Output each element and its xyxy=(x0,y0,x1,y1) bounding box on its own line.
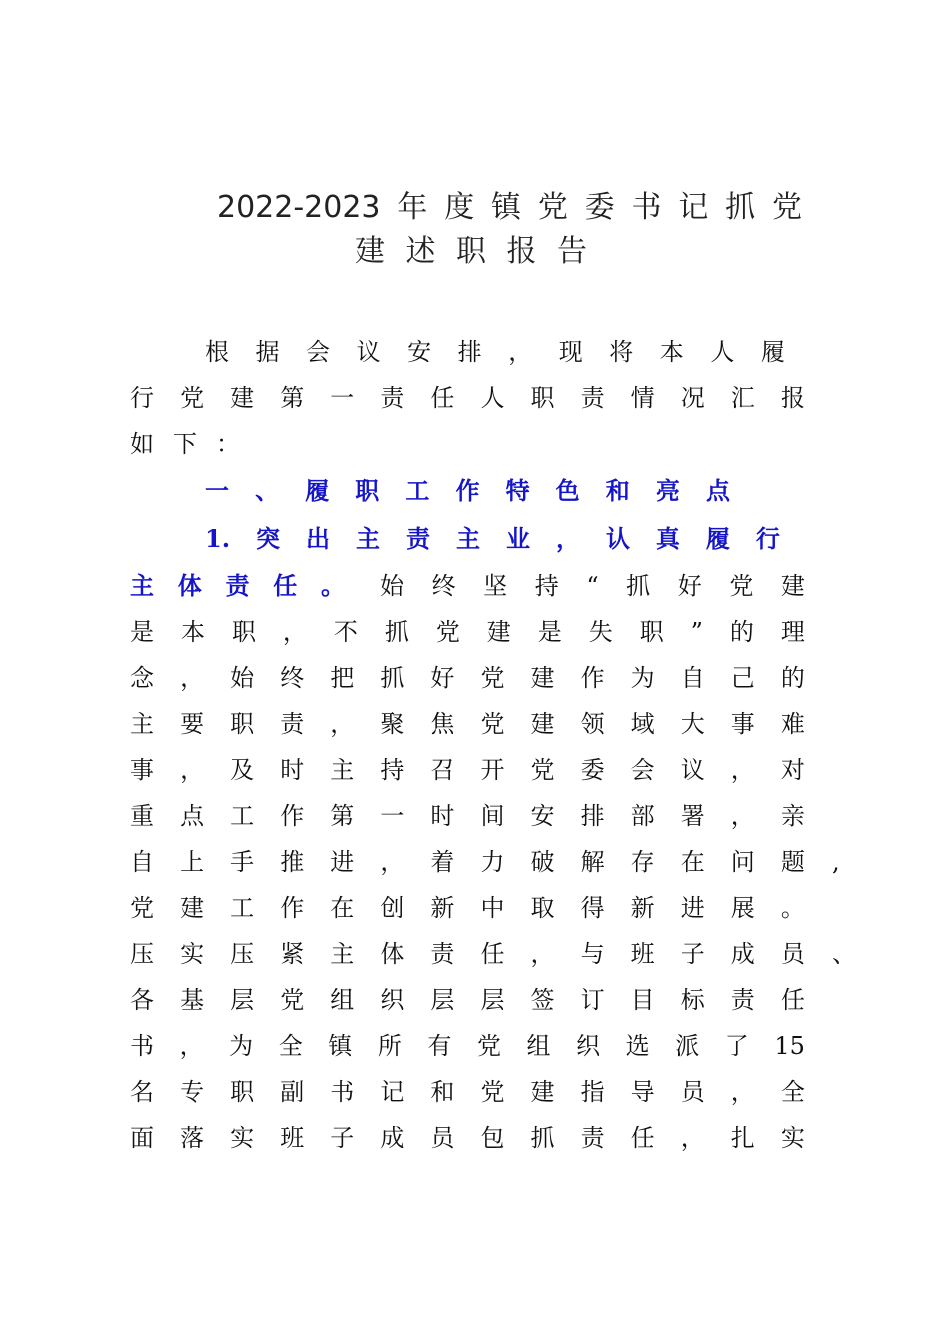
body-line-9: 压 实 压 紧 主 体 责 任 ， 与 班 子 成 员 xyxy=(130,940,805,968)
body-line-3: 念 ， 始 终 把 抓 好 党 建 作 为 自 己 的 xyxy=(130,664,805,692)
body-line-7: 自 上 手 推 进 ， 着 力 破 解 存 在 问 题 xyxy=(130,848,805,876)
body-line-11: 书 ， 为 全 镇 所 有 党 组 织 选 派 了 15 xyxy=(130,1032,805,1060)
body-line-5: 事 ， 及 时 主 持 召 开 党 委 会 议 ， 对 xyxy=(130,756,805,784)
body-line-1: 始 终 坚 持 “ 抓 好 党 建 xyxy=(380,572,805,600)
title-line-1: 2022-2023 年 度 镇 党 委 书 记 抓 党 xyxy=(217,190,802,225)
body-line-8: 党 建 工 作 在 创 新 中 取 得 新 进 展 。 xyxy=(130,894,805,922)
body-line-2: 是 本 职 ， 不 抓 党 建 是 失 职 ” 的 理 xyxy=(130,618,805,646)
intro-line-2: 行 党 建 第 一 责 任 人 职 责 情 况 汇 报 xyxy=(130,384,805,412)
body-line-4: 主 要 职 责 ， 聚 焦 党 建 领 域 大 事 难 xyxy=(130,710,805,738)
trailing-comma: , xyxy=(832,848,840,876)
section-heading-1: 一 、 履 职 工 作 特 色 和 亮 点 xyxy=(205,476,730,505)
trailing-enumeration-comma: 、 xyxy=(832,940,856,968)
title-line-2: 建 述 职 报 告 xyxy=(355,234,587,269)
body-line-13: 面 落 实 班 子 成 员 包 抓 责 任 ， 扎 实 xyxy=(130,1124,805,1152)
body-line-12: 名 专 职 副 书 记 和 党 建 指 导 员 ， 全 xyxy=(130,1078,805,1106)
intro-line-1: 根 据 会 议 安 排 ， 现 将 本 人 履 xyxy=(205,338,785,366)
body-line-6: 重 点 工 作 第 一 时 间 安 排 部 署 ， 亲 xyxy=(130,802,805,830)
subheading-1-part-2: 主 体 责 任 。 xyxy=(130,571,345,600)
subheading-1-part-1: 1. 突 出 主 责 主 业 ， 认 真 履 行 xyxy=(205,524,780,553)
intro-line-3: 如 下 ： xyxy=(130,430,240,458)
body-line-10: 各 基 层 党 组 织 层 层 签 订 目 标 责 任 xyxy=(130,986,805,1014)
